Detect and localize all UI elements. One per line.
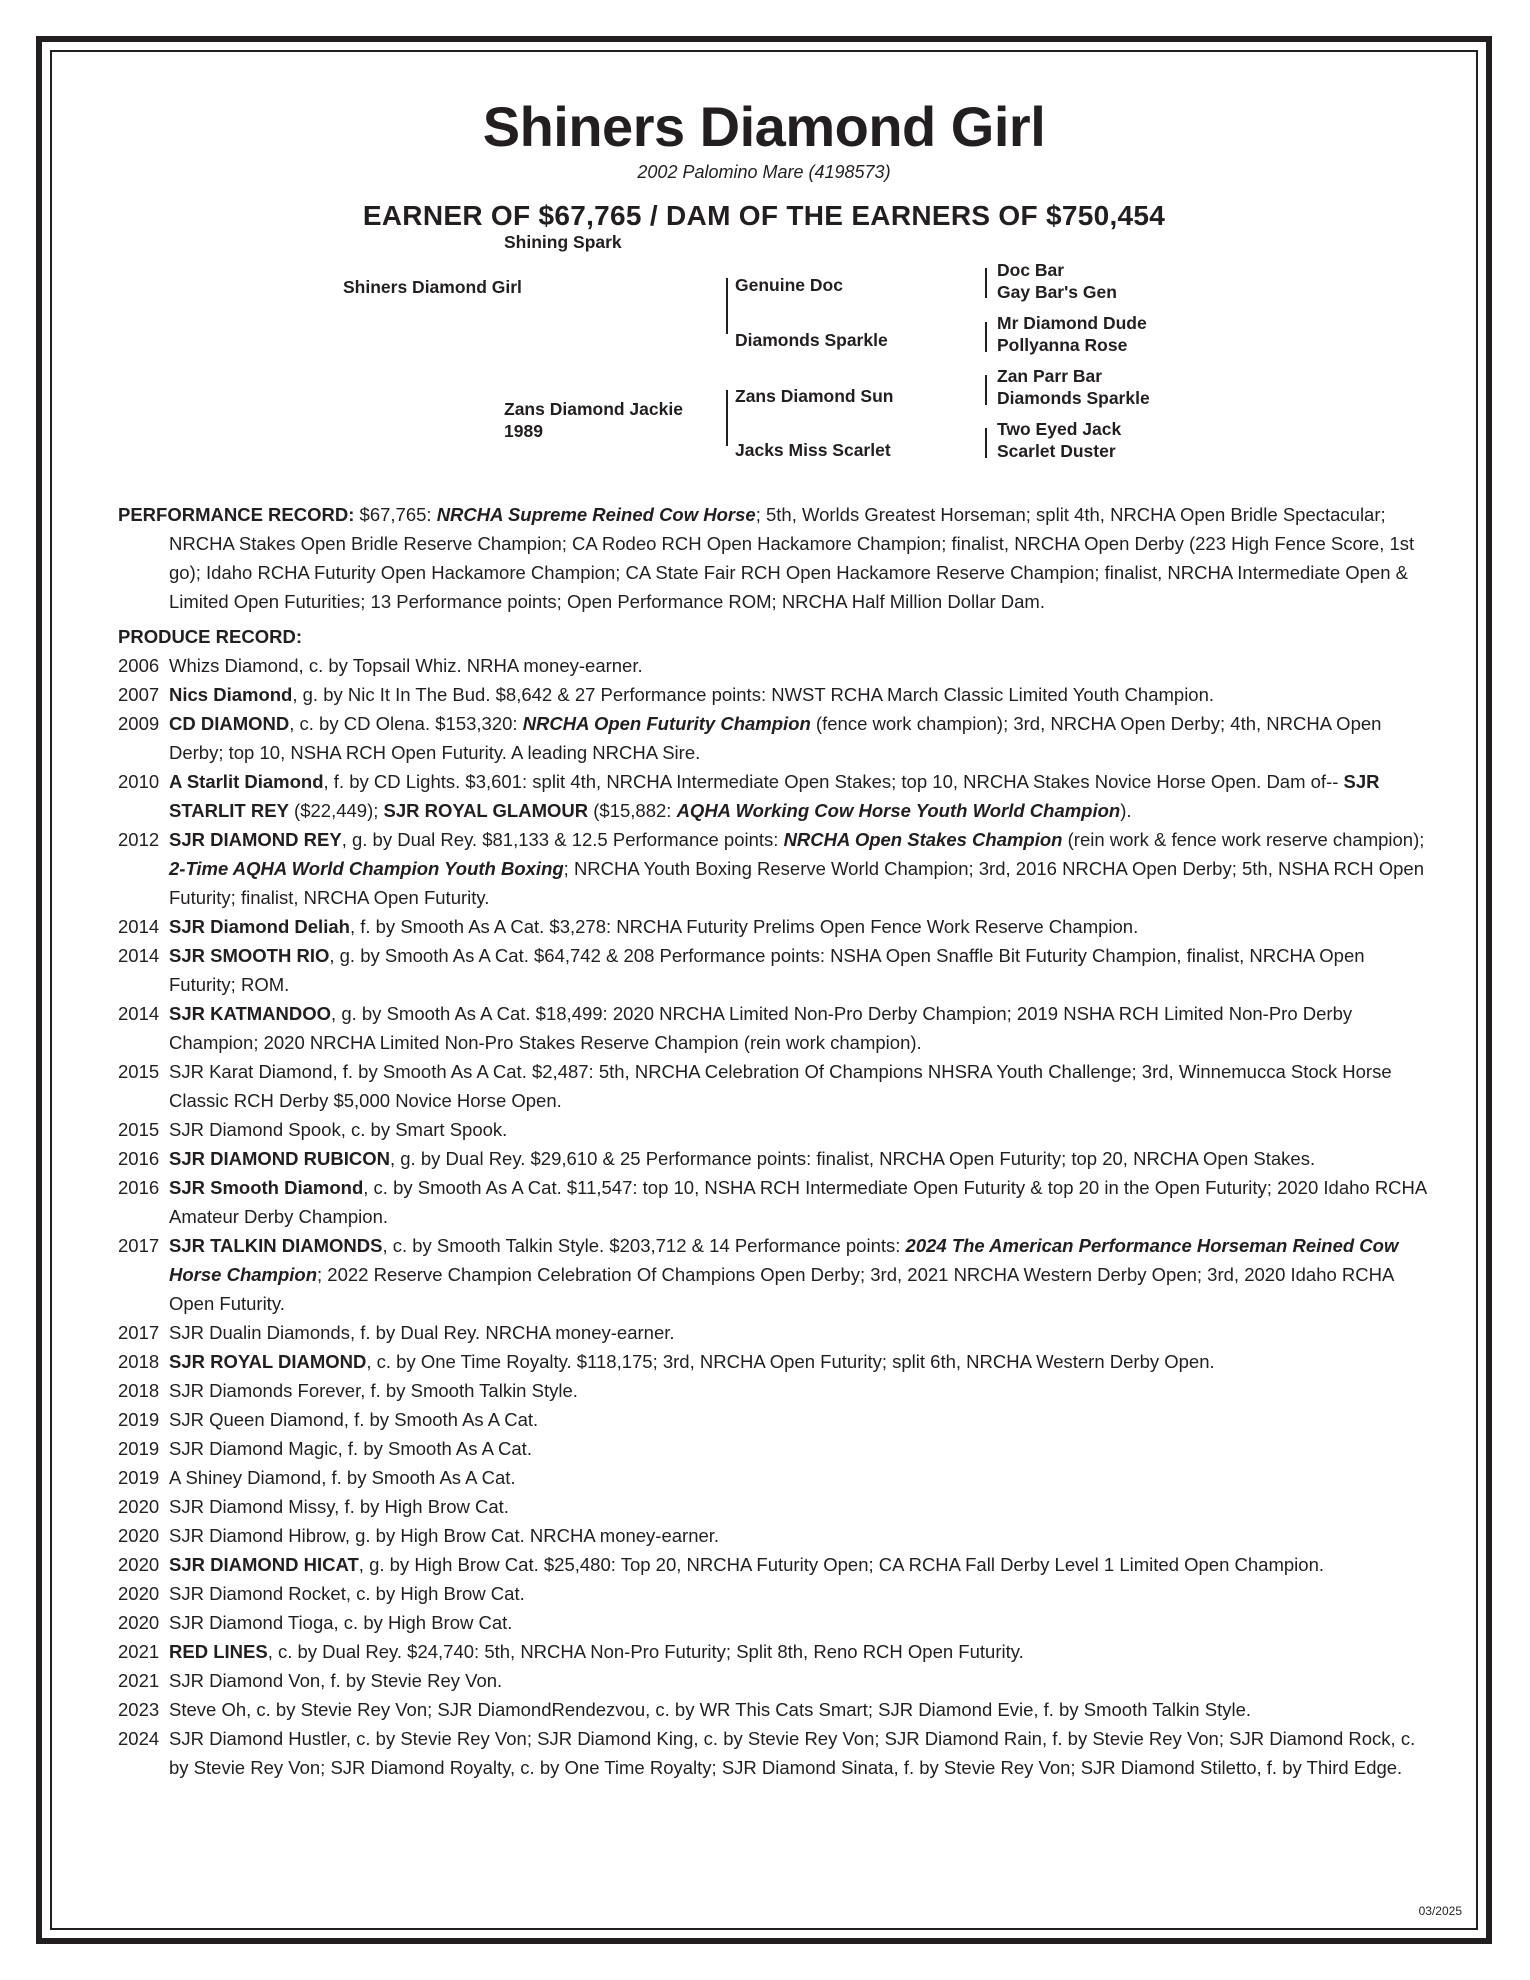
produce-year: 2020 xyxy=(118,1583,160,1604)
produce-highlight: SJR DIAMOND RUBICON xyxy=(169,1148,390,1169)
produce-text: SJR Diamond Magic, f. by Smooth As A Cat. xyxy=(169,1438,532,1459)
produce-heading: PRODUCE RECORD: xyxy=(118,626,302,647)
produce-text: A Shiney Diamond, f. by Smooth As A Cat. xyxy=(169,1467,516,1488)
produce-year: 2018 xyxy=(118,1351,160,1372)
produce-text: , g. by Smooth As A Cat. $18,499: 2020 NRCHA Limited Non-Pro Derby Champion; 2019 NSHA RCH Limited Non-Pro Derby Champion; 2020 NRCHA Limited Non-Pro Stakes Reserve Champion (rein work champion). xyxy=(169,1003,1353,1053)
pedigree-sire-dam: Diamonds Sparkle xyxy=(735,330,888,350)
produce-entry xyxy=(118,1550,1428,1579)
produce-text: , c. by Dual Rey. $24,740: 5th, NRCHA Non-Pro Futurity; Split 8th, Reno RCH Open Futurity. xyxy=(267,1641,1024,1662)
produce-text: , c. by Smooth Talkin Style. $203,712 & 14 Performance points: xyxy=(382,1235,906,1256)
produce-entry xyxy=(118,1637,1428,1666)
produce-year: 2014 xyxy=(118,945,160,966)
produce-entry xyxy=(118,1318,1428,1347)
revision-date: 03/2025 xyxy=(1418,1904,1462,1918)
record-body xyxy=(118,500,1428,1782)
produce-text: SJR Diamond Von, f. by Stevie Rey Von. xyxy=(169,1670,503,1691)
pedigree-bracket xyxy=(985,375,987,405)
produce-year: 2017 xyxy=(118,1322,160,1343)
produce-year: 2014 xyxy=(118,916,160,937)
produce-entry xyxy=(118,1695,1428,1724)
performance-label: PERFORMANCE RECORD: xyxy=(118,504,355,525)
produce-year: 2019 xyxy=(118,1467,160,1488)
pedigree-bracket xyxy=(985,428,987,458)
pedigree-ancestor-name: Zan Parr Bar xyxy=(997,366,1103,386)
produce-entry xyxy=(118,767,1428,825)
produce-text: SJR Diamond Tioga, c. by High Brow Cat. xyxy=(169,1612,513,1633)
produce-highlight: 2024 The American Performance Horseman Reined Cow Horse Champion xyxy=(169,1235,1399,1285)
produce-entry xyxy=(118,1405,1428,1434)
produce-text: , f. by Smooth As A Cat. $3,278: NRCHA Futurity Prelims Open Fence Work Reserve Champion. xyxy=(349,916,1139,937)
produce-text: Steve Oh, c. by Stevie Rey Von; SJR DiamondRendezvou, c. by WR This Cats Smart; SJR Diamond Evie, f. by Smooth Talkin Style. xyxy=(169,1699,1252,1720)
produce-highlight: Nics Diamond xyxy=(169,684,293,705)
pedigree-ancestor xyxy=(997,259,1117,303)
pedigree-bracket xyxy=(726,278,728,334)
produce-year: 2019 xyxy=(118,1438,160,1459)
produce-entry xyxy=(118,825,1428,912)
produce-text: , g. by Smooth As A Cat. $64,742 & 208 Performance points: NSHA Open Snaffle Bit Futurity Champion, finalist, NRCHA Open Futurity; ROM. xyxy=(169,945,1365,995)
produce-year: 2016 xyxy=(118,1177,160,1198)
performance-highlight: NRCHA Supreme Reined Cow Horse xyxy=(436,504,756,525)
produce-highlight: SJR STARLIT REY xyxy=(169,771,1380,821)
produce-year: 2019 xyxy=(118,1409,160,1430)
produce-year: 2006 xyxy=(118,655,160,676)
produce-highlight: RED LINES xyxy=(169,1641,268,1662)
performance-record xyxy=(118,500,1428,616)
produce-year: 2020 xyxy=(118,1525,160,1546)
produce-entry xyxy=(118,1173,1428,1231)
produce-text: SJR Diamond Spook, c. by Smart Spook. xyxy=(169,1119,508,1140)
pedigree-dam-name: Zans Diamond Jackie xyxy=(504,399,683,419)
produce-entry xyxy=(118,1521,1428,1550)
produce-highlight: 2-Time AQHA World Champion Youth Boxing xyxy=(169,858,564,879)
pedigree-sire-sire: Genuine Doc xyxy=(735,275,843,295)
produce-text: , g. by Nic It In The Bud. $8,642 & 27 Performance points: NWST RCHA March Classic Limited Youth Champion. xyxy=(292,684,1215,705)
produce-year: 2010 xyxy=(118,771,160,792)
produce-text: SJR Diamond Rocket, c. by High Brow Cat. xyxy=(169,1583,525,1604)
produce-year: 2015 xyxy=(118,1061,160,1082)
produce-text: , c. by CD Olena. $153,320: xyxy=(289,713,523,734)
produce-year: 2024 xyxy=(118,1728,160,1749)
pedigree-dam-year: 1989 xyxy=(504,421,543,441)
produce-entry xyxy=(118,1608,1428,1637)
produce-entry xyxy=(118,1144,1428,1173)
earnings-headline: EARNER OF $67,765 / DAM OF THE EARNERS OF $750,454 xyxy=(362,200,1166,231)
produce-year: 2021 xyxy=(118,1670,160,1691)
produce-entry xyxy=(118,1724,1428,1782)
produce-entry xyxy=(118,680,1428,709)
produce-text: , g. by High Brow Cat. $25,480: Top 20, NRCHA Futurity Open; CA RCHA Fall Derby Level 1 Limited Open Champion. xyxy=(358,1554,1324,1575)
produce-highlight: SJR KATMANDOO xyxy=(169,1003,332,1024)
produce-year: 2014 xyxy=(118,1003,160,1024)
produce-entry xyxy=(118,1231,1428,1318)
produce-list xyxy=(118,651,1428,1782)
produce-entry xyxy=(118,1579,1428,1608)
produce-text: SJR Diamonds Forever, f. by Smooth Talkin Style. xyxy=(169,1380,578,1401)
produce-year: 2020 xyxy=(118,1554,160,1575)
produce-highlight: SJR DIAMOND REY xyxy=(169,829,342,850)
performance-details: ; 5th, Worlds Greatest Horseman; split 4th, NRCHA Open Bridle Spectacular; NRCHA Stakes Open Bridle Reserve Champion; CA Rodeo RCH Open Hackamore Champion; finalist, NRCHA Open Derby (223 High Fence Score, 1st go); Idaho RCHA Futurity Open Hackamore Champion; CA State Fair RCH Open Hackamore Reserve Champion; finalist, NRCHA Intermediate Open & Limited Open Futurities; 13 Performance points; Open Performance ROM; NRCHA Half Million Dollar Dam. xyxy=(169,504,1415,612)
pedigree-ancestor xyxy=(997,312,1147,356)
produce-text: SJR Diamond Hustler, c. by Stevie Rey Von; SJR Diamond King, c. by Stevie Rey Von; SJR Diamond Rain, f. by Stevie Rey Von; SJR Diamond Rock, c. by Stevie Rey Von; SJR Diamond Royalty, c. by One Time Royalty; SJR Diamond Sinata, f. by Stevie Rey Von; SJR Diamond Stiletto, f. by Third Edge. xyxy=(169,1728,1416,1778)
produce-entry xyxy=(118,941,1428,999)
produce-text: SJR Diamond Hibrow, g. by High Brow Cat. NRCHA money-earner. xyxy=(169,1525,720,1546)
produce-year: 2009 xyxy=(118,713,160,734)
produce-text: , g. by Dual Rey. $29,610 & 25 Performance points: finalist, NRCHA Open Futurity; top 20, NRCHA Open Stakes. xyxy=(389,1148,1316,1169)
produce-entry xyxy=(118,709,1428,767)
produce-entry xyxy=(118,912,1428,941)
produce-highlight: SJR Smooth Diamond xyxy=(169,1177,364,1198)
pedigree-ancestor-name: Diamonds Sparkle xyxy=(997,388,1150,408)
produce-entry xyxy=(118,1434,1428,1463)
pedigree-ancestor-name: Mr Diamond Dude xyxy=(997,313,1147,333)
produce-highlight: SJR Diamond Deliah xyxy=(169,916,350,937)
pedigree-bracket xyxy=(985,268,987,298)
produce-entry xyxy=(118,999,1428,1057)
produce-entry xyxy=(118,1115,1428,1144)
produce-year: 2021 xyxy=(118,1641,160,1662)
produce-highlight: SJR DIAMOND HICAT xyxy=(169,1554,359,1575)
pedigree-ancestor-name: Scarlet Duster xyxy=(997,441,1116,461)
pedigree-ancestor xyxy=(997,418,1121,462)
produce-highlight: A Starlit Diamond xyxy=(169,771,324,792)
document-page xyxy=(52,52,1476,1928)
produce-year: 2017 xyxy=(118,1235,160,1256)
produce-text: ). xyxy=(1120,800,1132,821)
produce-year: 2016 xyxy=(118,1148,160,1169)
produce-highlight: SJR SMOOTH RIO xyxy=(169,945,330,966)
produce-highlight: SJR ROYAL DIAMOND xyxy=(169,1351,367,1372)
produce-entry xyxy=(118,1376,1428,1405)
pedigree-ancestor-name: Doc Bar xyxy=(997,260,1065,280)
produce-highlight: SJR ROYAL GLAMOUR xyxy=(383,800,589,821)
produce-year: 2012 xyxy=(118,829,160,850)
produce-text: , f. by CD Lights. $3,601: split 4th, NRCHA Intermediate Open Stakes; top 10, NRCHA Stakes Novice Horse Open. Dam of-- xyxy=(323,771,1344,792)
produce-highlight: SJR TALKIN DIAMONDS xyxy=(169,1235,383,1256)
produce-text: ($22,449); xyxy=(288,800,384,821)
pedigree-ancestor-name: Pollyanna Rose xyxy=(997,335,1128,355)
performance-amount: $67,765: xyxy=(354,504,437,525)
produce-entry xyxy=(118,1492,1428,1521)
produce-year: 2020 xyxy=(118,1612,160,1633)
produce-text: SJR Dualin Diamonds, f. by Dual Rey. NRCHA money-earner. xyxy=(169,1322,675,1343)
pedigree-dam-dam: Jacks Miss Scarlet xyxy=(735,440,891,460)
produce-text: , g. by Dual Rey. $81,133 & 12.5 Performance points: xyxy=(341,829,784,850)
produce-text: (fence work champion); 3rd, NRCHA Open Derby; 4th, NRCHA Open Derby; top 10, NSHA RCH Open Futurity. A leading NRCHA Sire. xyxy=(169,713,1382,763)
produce-text: ; 2022 Reserve Champion Celebration Of Champions Open Derby; 3rd, 2021 NRCHA Western Derby Open; 3rd, 2020 Idaho RCHA Open Futurity. xyxy=(169,1264,1394,1314)
produce-highlight: AQHA Working Cow Horse Youth World Champion xyxy=(676,800,1121,821)
horse-name-title: Shiners Diamond Girl xyxy=(482,95,1046,158)
produce-year: 2023 xyxy=(118,1699,160,1720)
produce-year: 2020 xyxy=(118,1496,160,1517)
pedigree-dam xyxy=(504,398,683,442)
pedigree-ancestor xyxy=(997,365,1150,409)
produce-text: ($15,882: xyxy=(588,800,677,821)
produce-text: SJR Queen Diamond, f. by Smooth As A Cat. xyxy=(169,1409,539,1430)
produce-entry xyxy=(118,651,1428,680)
produce-text: Whizs Diamond, c. by Topsail Whiz. NRHA money-earner. xyxy=(169,655,643,676)
produce-highlight: NRCHA Open Stakes Champion xyxy=(783,829,1063,850)
produce-entry xyxy=(118,1666,1428,1695)
produce-text: , c. by Smooth As A Cat. $11,547: top 10, NSHA RCH Intermediate Open Futurity & top 20 in the Open Futurity; 2020 Idaho RCHA Amateur Derby Champion. xyxy=(169,1177,1427,1227)
pedigree-ancestor-name: Two Eyed Jack xyxy=(997,419,1122,439)
produce-text: SJR Karat Diamond, f. by Smooth As A Cat. $2,487: 5th, NRCHA Celebration Of Champions NHSRA Youth Challenge; 3rd, Winnemucca Stock Horse Classic RCH Derby $5,000 Novice Horse Open. xyxy=(169,1061,1392,1111)
pedigree-ancestor-name: Gay Bar's Gen xyxy=(997,282,1117,302)
produce-text: ; NRCHA Youth Boxing Reserve World Champion; 3rd, 2016 NRCHA Open Derby; 5th, NSHA RCH Open Futurity; finalist, NRCHA Open Futurity. xyxy=(169,858,1424,908)
produce-entry xyxy=(118,1057,1428,1115)
produce-year: 2015 xyxy=(118,1119,160,1140)
produce-year: 2007 xyxy=(118,684,160,705)
pedigree-dam-sire: Zans Diamond Sun xyxy=(735,386,894,406)
produce-highlight: NRCHA Open Futurity Champion xyxy=(522,713,811,734)
produce-text: (rein work & fence work reserve champion); xyxy=(1062,829,1425,850)
pedigree-bracket xyxy=(726,390,728,446)
produce-year: 2018 xyxy=(118,1380,160,1401)
produce-text: SJR Diamond Missy, f. by High Brow Cat. xyxy=(169,1496,509,1517)
pedigree-bracket xyxy=(985,322,987,352)
horse-subtitle: 2002 Palomino Mare (4198573) xyxy=(637,162,891,182)
pedigree-sire: Shining Spark xyxy=(504,232,622,252)
produce-text: , c. by One Time Royalty. $118,175; 3rd, NRCHA Open Futurity; split 6th, NRCHA Western Derby Open. xyxy=(366,1351,1215,1372)
produce-highlight: CD DIAMOND xyxy=(169,713,290,734)
produce-entry xyxy=(118,1347,1428,1376)
pedigree-subject: Shiners Diamond Girl xyxy=(343,277,522,297)
produce-entry xyxy=(118,1463,1428,1492)
